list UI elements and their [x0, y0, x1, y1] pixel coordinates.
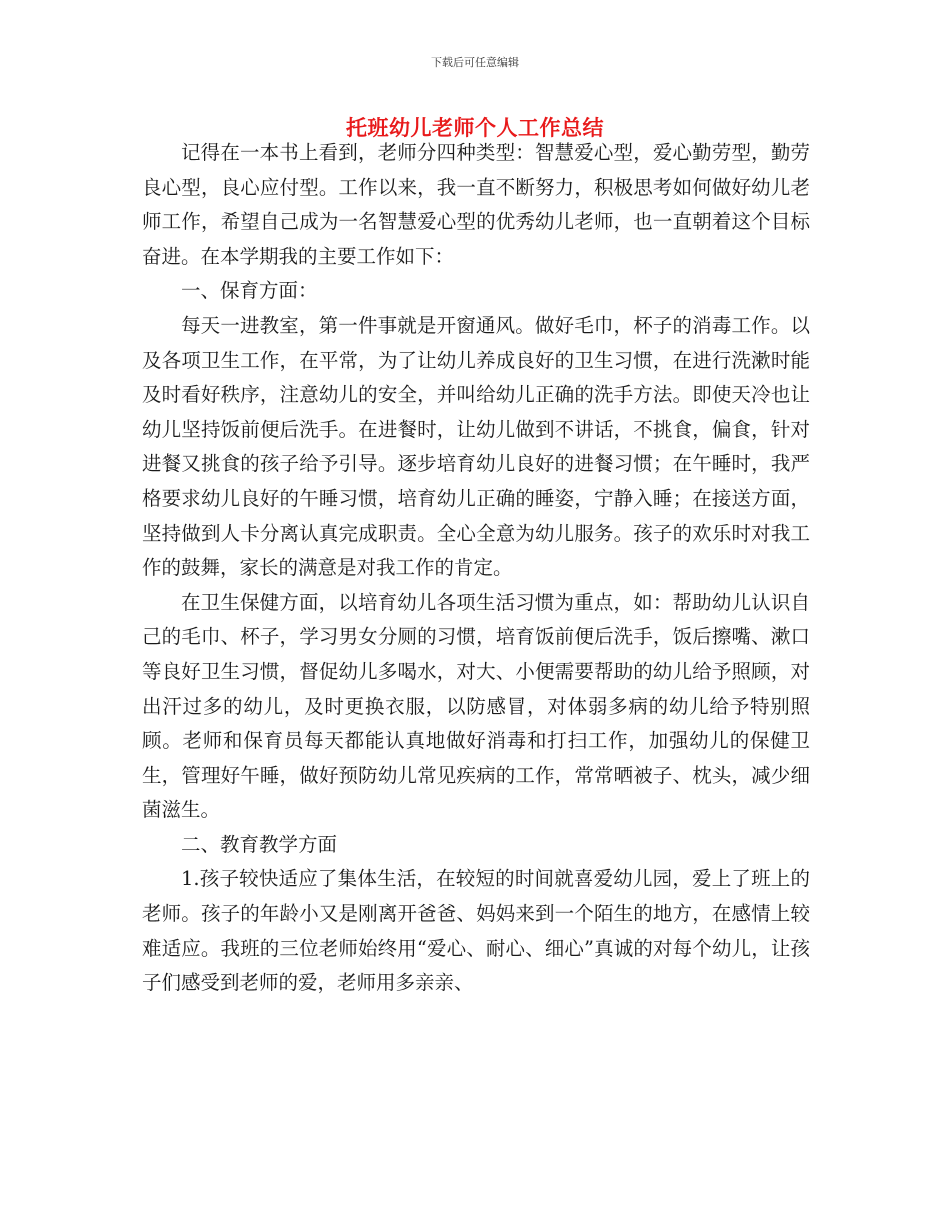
- header-note: 下载后可任意编辑: [431, 56, 519, 69]
- document-title: 托班幼儿老师个人工作总结: [346, 116, 604, 140]
- section-heading-care: 一、保育方面：: [181, 279, 318, 303]
- paragraph-daily-care: 每天一进教室，第一件事就是开窗通风。做好毛巾，杯子的消毒工作。以及各项卫生工作，在平常，为了让幼儿养成良好的卫生习惯，在进行洗漱时能及时看好秩序，注意幼儿的安全，并叫给幼儿正确的洗手方法。即使天冷也让幼儿坚持饭前便后洗手。在进餐时，让幼儿做到不讲话，不挑食，偏食，针对进餐又挑食的孩子给予引导。逐步培育幼儿良好的进餐习惯；在午睡时，我严格要求幼儿良好的午睡习惯，培育幼儿正确的睡姿，宁静入睡；在接送方面，坚持做到人卡分离认真完成职责。全心全意为幼儿服务。孩子的欢乐时对我工作的鼓舞，家长的满意是对我工作的肯定。: [142, 313, 810, 580]
- section-heading-teaching: 二、教育教学方面: [181, 832, 338, 856]
- paragraph-intro: 记得在一本书上看到，老师分四种类型：智慧爱心型，爱心勤劳型，勤劳良心型，良心应付型。工作以来，我一直不断努力，积极思考如何做好幼儿老师工作，希望自己成为一名智慧爱心型的优秀幼儿老师，也一直朝着这个目标奋进。在本学期我的主要工作如下：: [142, 141, 810, 268]
- paragraph-hygiene: 在卫生保健方面，以培育幼儿各项生活习惯为重点，如：帮助幼儿认识自己的毛巾、杯子，学习男女分厕的习惯，培育饭前便后洗手，饭后擦嘴、漱口等良好卫生习惯，督促幼儿多喝水，对大、小便需要帮助的幼儿给予照顾，对出汗过多的幼儿，及时更换衣服，以防感冒，对体弱多病的幼儿给予特别照顾。老师和保育员每天都能认真地做好消毒和打扫工作，加强幼儿的保健卫生，管理好午睡，做好预防幼儿常见疾病的工作，常常晒被子、枕头，减少细菌滋生。: [142, 590, 810, 822]
- document-body: [142, 136, 810, 1001]
- paragraph-teaching-1: 1.孩子较快适应了集体生活，在较短的时间就喜爱幼儿园，爱上了班上的老师。孩子的年龄小又是刚离开爸爸、妈妈来到一个陌生的地方，在感情上较难适应。我班的三位老师始终用“爱心、耐心、细心”真诚的对每个幼儿，让孩子们感受到老师的爱，老师用多亲亲、: [142, 867, 810, 995]
